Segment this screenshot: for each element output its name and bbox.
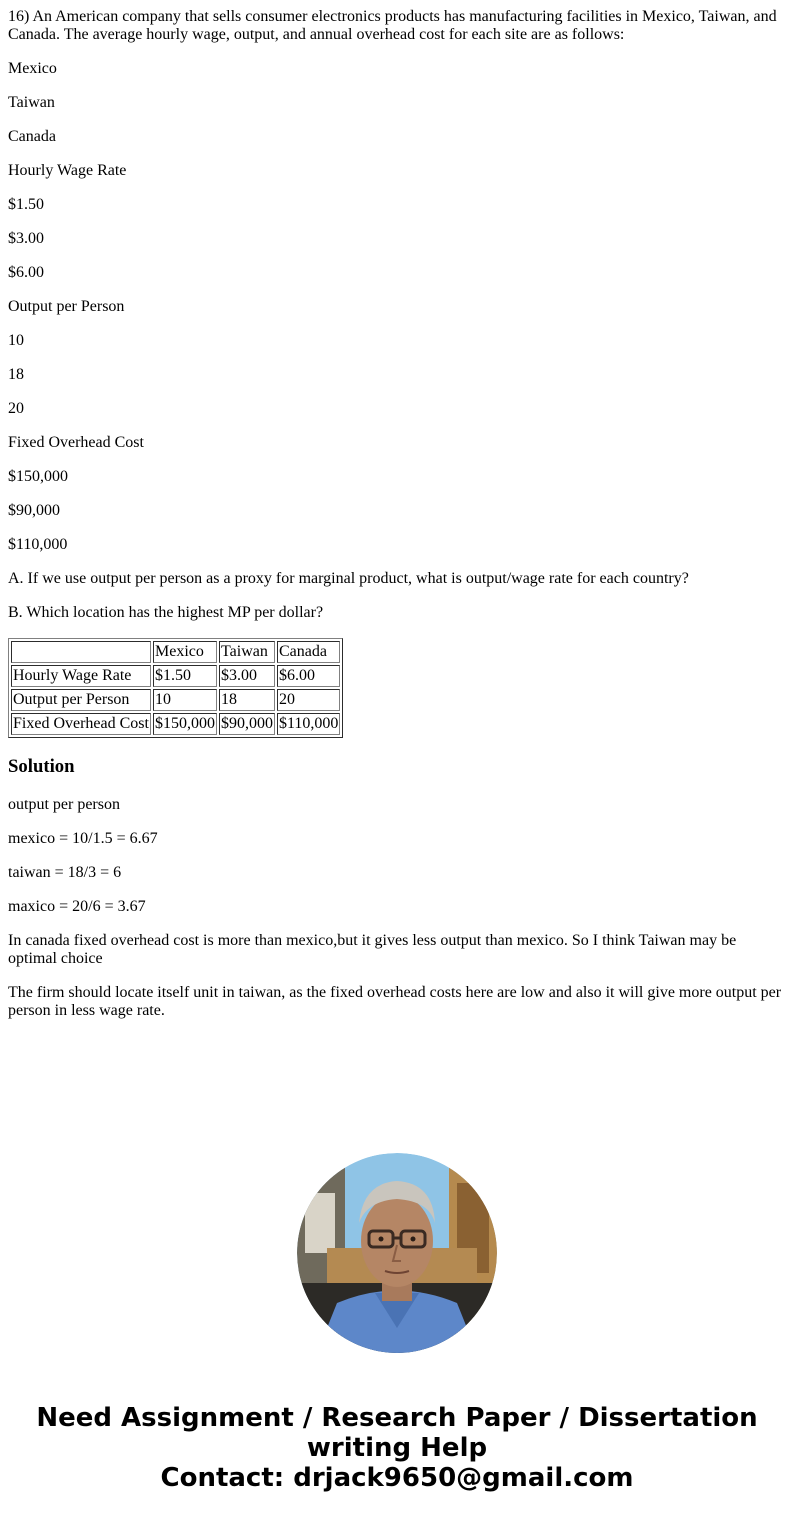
solution-line: The firm should locate itself unit in taiwan, as the fixed overhead costs here are low and also it will give more output per person in less wage rate. bbox=[8, 984, 782, 1019]
table-cell: $3.00 bbox=[219, 665, 275, 687]
solution-line: taiwan = 18/3 = 6 bbox=[8, 864, 122, 881]
flat-line: 20 bbox=[8, 400, 24, 417]
flat-line: Hourly Wage Rate bbox=[8, 162, 127, 179]
table-header-row bbox=[11, 641, 340, 663]
flat-line: Canada bbox=[8, 128, 56, 145]
solution-line: maxico = 20/6 = 3.67 bbox=[8, 898, 146, 915]
question-part-b: B. Which location has the highest MP per dollar? bbox=[8, 604, 324, 621]
table-row bbox=[11, 665, 340, 687]
promo-line: writing Help bbox=[306, 1433, 488, 1463]
table-cell: $6.00 bbox=[277, 665, 340, 687]
table-cell bbox=[11, 641, 151, 663]
flat-line: $3.00 bbox=[8, 230, 44, 247]
table-cell: 20 bbox=[277, 689, 340, 711]
question-intro: 16) An American company that sells consumer electronics products has manufacturing facilities in Mexico, Taiwan, and Canada. The average hourly wage, output, and annual overhead cost for each site are as follows: bbox=[8, 8, 777, 43]
table-cell: Fixed Overhead Cost bbox=[11, 713, 151, 735]
table-cell: $110,000 bbox=[277, 713, 340, 735]
portrait-image bbox=[297, 1153, 497, 1353]
flat-line: 10 bbox=[8, 332, 24, 349]
table-cell: $90,000 bbox=[219, 713, 275, 735]
flat-line: 18 bbox=[8, 366, 24, 383]
question-part-a: A. If we use output per person as a proxy for marginal product, what is output/wage rate for each country? bbox=[8, 570, 689, 587]
promo-banner bbox=[0, 1403, 794, 1493]
flat-line: Mexico bbox=[8, 60, 57, 77]
flat-line: $90,000 bbox=[8, 502, 60, 519]
flat-line: $110,000 bbox=[8, 536, 68, 553]
table-cell: Taiwan bbox=[219, 641, 275, 663]
solution-line: mexico = 10/1.5 = 6.67 bbox=[8, 830, 158, 847]
promo-contact: Contact: drjack9650@gmail.com bbox=[160, 1463, 634, 1493]
solution-line: In canada fixed overhead cost is more than mexico,but it gives less output than mexico. So I think Taiwan may be optimal choice bbox=[8, 932, 737, 967]
flat-line: Taiwan bbox=[8, 94, 55, 111]
solution-heading: Solution bbox=[8, 756, 75, 777]
table-cell: 10 bbox=[153, 689, 217, 711]
flat-line: $150,000 bbox=[8, 468, 68, 485]
promo-line: Need Assignment / Research Paper / Dissertation bbox=[36, 1403, 758, 1433]
solution-line: output per person bbox=[8, 796, 120, 813]
table-cell: Output per Person bbox=[11, 689, 151, 711]
flat-line: $1.50 bbox=[8, 196, 44, 213]
flat-line: Output per Person bbox=[8, 298, 125, 315]
table-row bbox=[11, 689, 340, 711]
cost-table bbox=[8, 638, 343, 738]
table-row bbox=[11, 713, 340, 735]
flat-line: Fixed Overhead Cost bbox=[8, 434, 144, 451]
table-cell: $150,000 bbox=[153, 713, 217, 735]
author-photo bbox=[297, 1153, 497, 1353]
flat-line: $6.00 bbox=[8, 264, 44, 281]
document-body bbox=[8, 0, 786, 1036]
table-cell: Hourly Wage Rate bbox=[11, 665, 151, 687]
table-cell: 18 bbox=[219, 689, 275, 711]
table-cell: Mexico bbox=[153, 641, 217, 663]
table-cell: Canada bbox=[277, 641, 340, 663]
table-cell: $1.50 bbox=[153, 665, 217, 687]
